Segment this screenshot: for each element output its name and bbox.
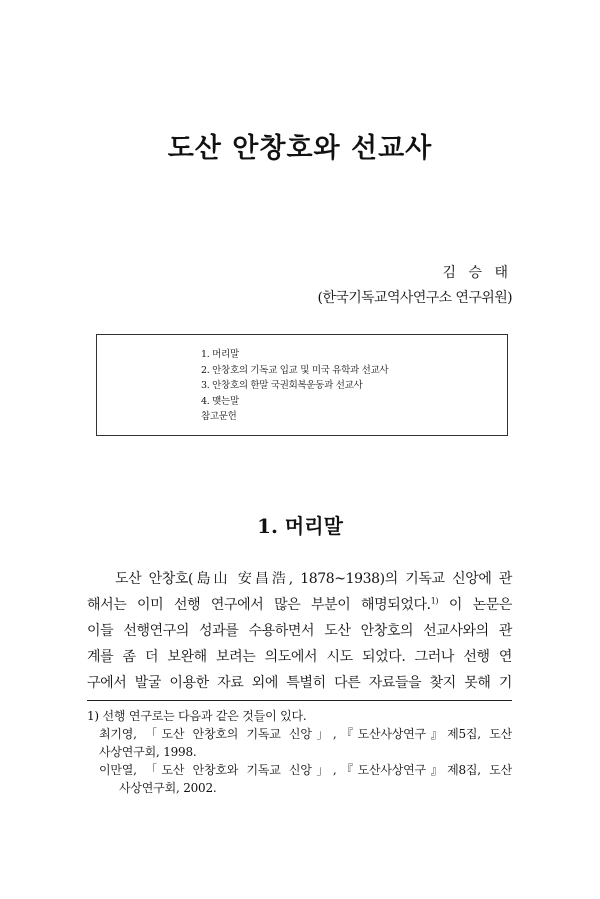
body-line: 해서는 이미 선행 연구에서 많은 부분이 해명되었다.$^{1)}$ 이 논문은 <box>87 596 512 613</box>
footnote-line: 사상연구회, 2002. <box>119 781 217 795</box>
footnote-marker: 1) <box>430 596 439 606</box>
toc-item: 1. 머리말 <box>201 349 239 360</box>
footnote-line: 사상연구회, 1998. <box>99 745 197 759</box>
footnote-line: 이만열, 「도산 안창호와 기독교 신앙」,『도산사상연구』제8집, 도산 <box>99 763 512 777</box>
footnote-line: 최기영, 「도산 안창호의 기독교 신앙」,『도산사상연구』제5집, 도산 <box>99 727 512 741</box>
toc-item: 참고문헌 <box>201 411 237 422</box>
footnotes <box>87 707 512 797</box>
body-line: 계를 좀 더 보완해 보려는 의도에서 시도 되었다. 그러나 선행 연 <box>87 649 512 665</box>
table-of-contents-box <box>96 334 508 436</box>
body-line: 도산 안창호(島山 安昌浩, 1878~1938)의 기독교 신앙에 관 <box>115 571 512 587</box>
footnote-divider <box>87 700 512 701</box>
toc-item: 2. 안창호의 기독교 입교 및 미국 유학과 선교사 <box>201 364 389 376</box>
footnote-line: 1) 선행 연구로는 다음과 같은 것들이 있다. <box>87 709 307 723</box>
body-line: 이들 선행연구의 성과를 수용하면서 도산 안창호의 선교사와의 관 <box>87 623 512 639</box>
body-line: 구에서 발굴 이용한 자료 외에 특별히 다른 자료들을 찾지 못해 기 <box>87 675 512 691</box>
toc-list <box>201 347 388 425</box>
toc-item: 4. 맺는말 <box>201 395 239 407</box>
body-paragraph <box>87 566 512 696</box>
section-heading: 1. 머리말 <box>257 514 343 538</box>
page-title: 도산 안창호와 선교사 <box>167 133 433 164</box>
author-affiliation: (한국기독교역사연구소 연구위원) <box>317 290 512 306</box>
toc-item: 3. 안창호의 한말 국권회복운동과 선교사 <box>201 380 363 391</box>
author-name: 김 승 태 <box>442 265 512 281</box>
